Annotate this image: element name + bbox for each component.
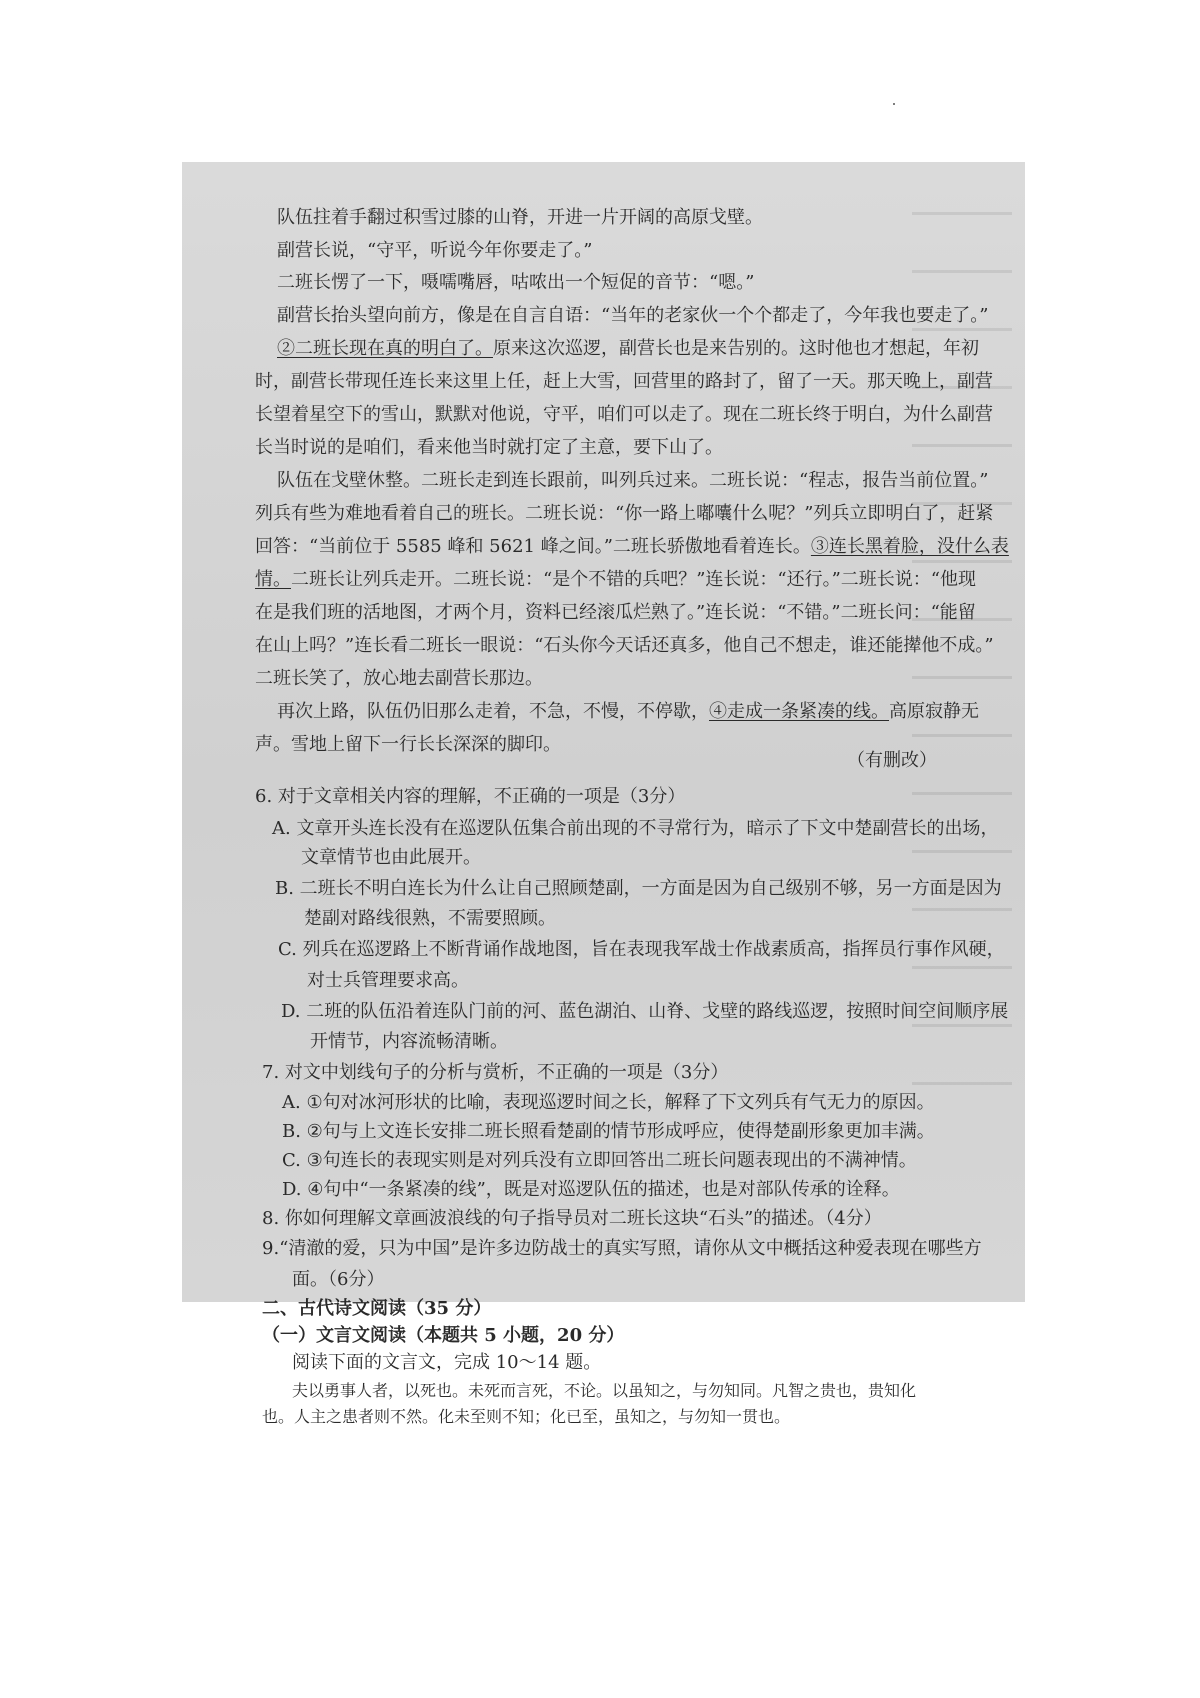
passage-line: 在山上吗？”连长看二班长一眼说：“石头你今天话还真多，他自己不想走，谁还能撵他不成。” xyxy=(255,635,994,656)
passage-line: 情。二班长让列兵走开。二班长说：“是个不错的兵吧？”连长说：“还行。”二班长说：“他现 xyxy=(255,569,977,590)
question-6: 6. 对于文章相关内容的理解，不正确的一项是（3分） xyxy=(255,786,686,807)
passage-line: 再次上路，队伍仍旧那么走着，不急，不慢，不停歇，④走成一条紧凑的线。高原寂静无 xyxy=(277,701,979,722)
passage-line: 副营长说，“守平，听说今年你要走了。” xyxy=(277,240,593,261)
instruction: 阅读下面的文言文，完成 10～14 题。 xyxy=(292,1352,602,1373)
option: B. ②句与上文连长安排二班长照看楚副的情节形成呼应，使得楚副形象更加丰满。 xyxy=(282,1121,935,1142)
option-cont: 对士兵管理要求高。 xyxy=(307,970,469,991)
option: C. 列兵在巡逻路上不断背诵作战地图，旨在表现我军战士作战素质高，指挥员行事作风硬， xyxy=(278,939,1005,960)
option: A. 文章开头连长没有在巡逻队伍集合前出现的不寻常行为，暗示了下文中楚副营长的出场， xyxy=(272,818,999,839)
underlined-sentence-4: ④走成一条紧凑的线。 xyxy=(709,701,889,722)
classical-text-line: 也。人主之患者则不然。化未至则不知；化已至，虽知之，与勿知一贯也。 xyxy=(262,1407,791,1426)
scan-speck xyxy=(893,103,895,105)
passage-line: 回答：“当前位于 5585 峰和 5621 峰之间。”二班长骄傲地看着连长。③连长黑着脸，没什么表 xyxy=(255,536,1009,557)
passage-line: 二班长笑了，放心地去副营长那边。 xyxy=(255,668,543,689)
option: A. ①句对冰河形状的比喻，表现巡逻时间之长，解释了下文列兵有气无力的原因。 xyxy=(282,1092,935,1113)
passage-line: 长望着星空下的雪山，默默对他说，守平，咱们可以走了。现在二班长终于明白，为什么副营 xyxy=(255,404,993,425)
underlined-sentence-2: ②二班长现在真的明白了。 xyxy=(277,338,493,359)
passage-line: 副营长抬头望向前方，像是在自言自语：“当年的老家伙一个个都走了，今年我也要走了。” xyxy=(277,305,989,326)
edit-note: （有删改） xyxy=(847,750,937,771)
passage-line: 列兵有些为难地看着自己的班长。二班长说：“你一路上嘟囔什么呢？”列兵立即明白了，赶紧 xyxy=(255,503,994,524)
passage-line: 二班长愣了一下，嗫嚅嘴唇，咕哝出一个短促的音节：“嗯。” xyxy=(277,272,755,293)
underlined-sentence-3-end: 情。 xyxy=(255,569,291,590)
option-cont: 开情节，内容流畅清晰。 xyxy=(310,1031,508,1052)
passage-line: 队伍在戈壁休整。二班长走到连长跟前，叫列兵过来。二班长说：“程志，报告当前位置。” xyxy=(277,470,989,491)
option: B. 二班长不明白连长为什么让自己照顾楚副，一方面是因为自己级别不够，另一方面是因为 xyxy=(275,878,1002,899)
option-cont: 楚副对路线很熟，不需要照顾。 xyxy=(304,908,556,929)
passage-line: 长当时说的是咱们，看来他当时就打定了主意，要下山了。 xyxy=(255,437,723,458)
underlined-sentence-3: ③连长黑着脸，没什么表 xyxy=(810,536,1009,557)
question-7: 7. 对文中划线句子的分析与赏析，不正确的一项是（3分） xyxy=(262,1062,729,1083)
option: D. 二班的队伍沿着连队门前的河、蓝色湖泊、山脊、戈壁的路线巡逻，按照时间空间顺序展 xyxy=(281,1001,1009,1022)
scanned-page xyxy=(182,162,1025,1426)
passage-line: 时，副营长带现任连长来这里上任，赶上大雪，回营里的路封了，留了一天。那天晚上，副营 xyxy=(255,371,993,392)
option: D. ④句中“一条紧凑的线”，既是对巡逻队伍的描述，也是对部队传承的诠释。 xyxy=(282,1179,900,1200)
passage-line: 声。雪地上留下一行长长深深的脚印。 xyxy=(255,734,561,755)
question-9: 9.“清澈的爱，只为中国”是许多边防战士的真实写照，请你从文中概括这种爱表现在哪些方 xyxy=(262,1238,982,1259)
classical-text-line: 夫以勇事人者，以死也。未死而言死，不论。以虽知之，与勿知同。凡智之贵也，贵知化 xyxy=(292,1381,917,1400)
question-8: 8. 你如何理解文章画波浪线的句子指导员对二班长这块“石头”的描述。（4分） xyxy=(262,1208,882,1229)
passage-line: 在是我们班的活地图，才两个月，资料已经滚瓜烂熟了。”连长说：“不错。”二班长问：“能留 xyxy=(255,602,976,623)
option-cont: 文章情节也由此展开。 xyxy=(301,847,481,868)
question-9-cont: 面。（6分） xyxy=(292,1269,385,1290)
section-title: 二、古代诗文阅读（35 分） xyxy=(262,1298,492,1319)
passage-line: 队伍拄着手翻过积雪过膝的山脊，开进一片开阔的高原戈壁。 xyxy=(277,207,763,228)
option: C. ③句连长的表现实则是对列兵没有立即回答出二班长问题表现出的不满神情。 xyxy=(282,1150,917,1171)
subsection-title: （一）文言文阅读（本题共 5 小题，20 分） xyxy=(262,1325,625,1346)
passage-line: ②二班长现在真的明白了。原来这次巡逻，副营长也是来告别的。这时他也才想起，年初 xyxy=(277,338,979,359)
